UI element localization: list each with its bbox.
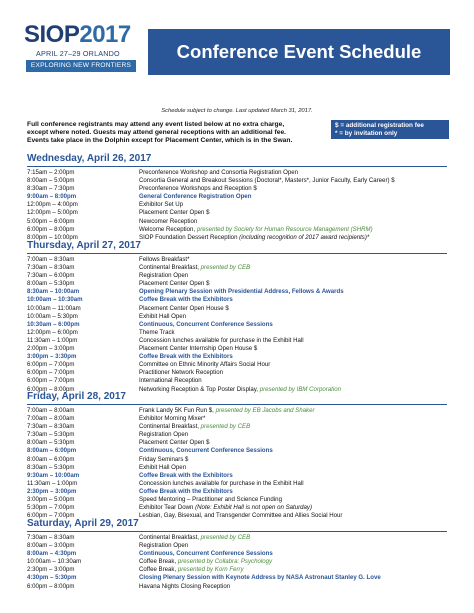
event-title: Placement Center Open $ (139, 209, 210, 217)
logo-wordmark: SIOP2017 (24, 21, 131, 48)
event-time: 8:00am – 5:30pm (27, 280, 75, 288)
event-sponsor: presented by CEB (200, 264, 251, 272)
event-row (27, 185, 447, 193)
event-row (27, 439, 447, 447)
event-title: Preconference Workshop and Consortia Registration Open (139, 169, 299, 176)
event-sponsor: presented by CEB (200, 423, 251, 431)
event-title: Exhibit Hall Open (139, 463, 187, 471)
event-time: 9:30am – 10:00am (27, 471, 80, 479)
event-title: Continental Breakfast, (139, 264, 199, 272)
event-row (27, 264, 447, 272)
event-row (27, 193, 447, 201)
event-description (139, 218, 197, 226)
event-description (139, 550, 273, 558)
event-description (139, 264, 250, 272)
event-title: Practitioner Network Reception (139, 369, 223, 377)
event-sponsor: presented by Korn Ferry (177, 566, 244, 574)
event-title: Concession lunches available for purchase in the Exhibit Hall (139, 336, 304, 344)
event-title: Exhibitor Morning Mixer* (139, 415, 206, 423)
day-divider (27, 253, 447, 254)
event-row (27, 583, 447, 591)
event-row (27, 313, 447, 321)
title-banner (148, 29, 450, 75)
event-row (27, 488, 447, 496)
event-description (139, 423, 250, 431)
event-description (139, 169, 298, 177)
event-description (139, 496, 282, 504)
event-row (27, 329, 447, 337)
event-description (139, 488, 233, 496)
event-title: Coffee Break with the Exhibitors (139, 296, 233, 304)
event-row (27, 321, 447, 329)
event-description (139, 439, 209, 447)
event-title: Exhibitor Tear Down (139, 504, 194, 512)
logo-tagline: EXPLORING NEW FRONTIERS (26, 60, 136, 72)
event-time: 6:00pm – 7:00pm (27, 512, 75, 520)
event-time: 8:00am – 4:30pm (27, 550, 77, 558)
event-description (139, 574, 381, 582)
event-title: Lesbian, Gay, Bisexual, and Transgender Committee and Allies Social Hour (139, 512, 343, 520)
event-time: 2:00pm – 3:00pm (27, 345, 75, 353)
event-description (139, 472, 233, 480)
page-header (24, 18, 450, 90)
event-description (139, 321, 273, 329)
event-row (27, 296, 447, 304)
event-time: 6:00pm – 8:00pm (27, 225, 75, 233)
event-title: Opening Plenary Session with Presidential Address, Fellows & Awards (139, 288, 344, 296)
event-time: 7:00am – 8:00am (27, 415, 75, 423)
event-time: 8:00am – 3:00pm (27, 542, 75, 550)
event-description (139, 361, 270, 369)
intro-text (27, 121, 329, 145)
event-time: 7:00am – 8:30am (27, 256, 75, 263)
event-row (27, 431, 447, 439)
event-time: 10:00am – 11:00am (27, 304, 81, 312)
event-title: Continuous, Concurrent Conference Sessions (139, 320, 273, 328)
event-row (27, 209, 447, 217)
logo-dates: APRIL 27–29 ORLANDO (36, 49, 120, 58)
event-title: International Reception (139, 377, 202, 385)
day-title: Saturday, April 29, 2017 (27, 518, 139, 529)
day-title: Friday, April 28, 2017 (27, 391, 126, 402)
event-time: 8:30am – 7:30pm (27, 185, 75, 193)
event-row (27, 423, 447, 431)
event-title: Welcome Reception, (139, 225, 196, 233)
event-note: (Note: Exhibit Hall is not open on Saturday) (195, 504, 312, 512)
event-description (139, 353, 233, 361)
intro-line: Events take place in the Dolphin except for Placement Center, which is in the Swan. (27, 137, 293, 144)
event-title: Coffee Break with the Exhibitors (139, 487, 233, 495)
event-description (139, 583, 230, 591)
event-title: Fellows Breakfast* (139, 256, 190, 263)
event-description (139, 464, 186, 472)
event-description (139, 369, 223, 377)
event-description (139, 280, 209, 288)
event-description (139, 558, 272, 566)
event-title: Continuous, Concurrent Conference Sessions (139, 550, 273, 558)
event-description (139, 377, 202, 385)
event-time: 12:00pm – 5:00pm (27, 209, 78, 217)
siop-logo (24, 18, 136, 90)
day-section (27, 153, 447, 242)
event-row (27, 464, 447, 472)
event-time: 11:30am – 1:00pm (27, 336, 78, 344)
event-row (27, 280, 447, 288)
event-row (27, 256, 447, 264)
event-time: 8:30am – 10:00am (27, 288, 80, 296)
event-description (139, 534, 250, 542)
event-title: Placement Center Internship Open House $ (139, 345, 258, 353)
event-row (27, 353, 447, 361)
event-description (139, 185, 257, 193)
event-row (27, 177, 447, 185)
event-sponsor: presented by EB Jacobs and Shaker (215, 407, 315, 414)
intro-line: except where noted. Guests may attend general receptions with an additional fee. (27, 129, 287, 136)
event-title: Consortia General and Breakout Sessions (Doctoral*, Masters*, Junior Faculty, Early Career) $ (139, 177, 395, 185)
event-sponsor: presented by IBM Corporation (259, 385, 341, 393)
event-row (27, 169, 447, 177)
event-title: Registration Open (139, 542, 189, 550)
intro-line: Full conference registrants may attend any event listed below at no extra charge, (27, 121, 285, 128)
event-description (139, 456, 188, 464)
day-section (27, 391, 447, 520)
event-title: Concession lunches available for purchase in the Exhibit Hall (139, 479, 304, 487)
event-description (139, 415, 205, 423)
event-time: 6:00pm – 7:00pm (27, 369, 75, 377)
event-time: 7:30am – 8:30am (27, 264, 75, 272)
update-note: Schedule subject to change. Last updated March 31, 2017. (161, 108, 313, 114)
event-time: 6:00pm – 7:00pm (27, 377, 75, 385)
event-time: 3:00pm – 3:30pm (27, 353, 77, 361)
day-divider (27, 531, 447, 532)
event-row (27, 456, 447, 464)
event-time: 8:00pm – 10:00pm (27, 233, 78, 241)
event-note: (including recognition of 2017 award recipients)* (239, 233, 370, 241)
event-title: Placement Center Open $ (139, 280, 210, 288)
event-time: 10:30am – 6:00pm (27, 320, 80, 328)
event-title: SIOP Foundation Dessert Reception (139, 233, 238, 241)
event-title: Coffee Break, (139, 566, 177, 574)
event-row (27, 226, 447, 234)
event-description (139, 305, 229, 313)
event-row (27, 496, 447, 504)
event-title: Registration Open (139, 272, 189, 280)
event-title: Placement Center Open House $ (139, 304, 229, 312)
event-time: 8:00am – 6:00pm (27, 455, 75, 463)
event-row (27, 550, 447, 558)
event-time: 8:00am – 5:00pm (27, 177, 75, 185)
event-title: Theme Track (139, 328, 175, 336)
event-time: 2:30pm – 3:00pm (27, 566, 75, 574)
event-row (27, 407, 447, 415)
event-time: 10:00am – 10:30am (27, 296, 83, 304)
event-title: Exhibitor Set Up (139, 201, 184, 209)
event-description (139, 337, 304, 345)
event-time: 10:00am – 5:30pm (27, 312, 78, 320)
event-title: Continuous, Concurrent Conference Sessions (139, 447, 273, 455)
event-row (27, 534, 447, 542)
event-description (139, 542, 188, 550)
event-title: General Conference Registration Open (139, 193, 252, 201)
event-time: 7:30am – 6:00pm (27, 272, 75, 280)
event-sponsor: presented by CEB (200, 534, 251, 541)
event-description (139, 329, 175, 337)
event-time: 3:00pm – 5:00pm (27, 496, 75, 504)
event-time: 8:00am – 6:00pm (27, 447, 77, 455)
event-time: 6:00pm – 8:00pm (27, 582, 75, 590)
event-title: Exhibit Hall Open (139, 312, 187, 320)
day-section (27, 518, 447, 591)
event-row (27, 361, 447, 369)
event-time: 6:00pm – 8:00pm (27, 385, 75, 393)
event-title: Coffee Break with the Exhibitors (139, 471, 233, 479)
event-row (27, 337, 447, 345)
event-time: 7:30am – 8:30am (27, 423, 75, 431)
event-time: 5:00pm – 6:00pm (27, 217, 75, 225)
event-description (139, 566, 244, 574)
event-description (139, 256, 189, 264)
day-title: Thursday, April 27, 2017 (27, 240, 141, 251)
event-row (27, 447, 447, 455)
event-description (139, 447, 273, 455)
legend-line-fee: $ = additional registration fee (335, 121, 424, 129)
event-description (139, 504, 312, 512)
event-title: Networking Reception & Top Poster Display, (139, 385, 258, 393)
event-description (139, 313, 186, 321)
event-row (27, 369, 447, 377)
event-description (139, 431, 188, 439)
event-title: Frank Landy 5K Fun Run $, (139, 407, 214, 414)
event-description (139, 296, 233, 304)
event-description (139, 226, 373, 234)
event-row (27, 272, 447, 280)
event-title: Continental Breakfast, (139, 423, 199, 431)
day-section (27, 240, 447, 394)
fee-legend (331, 120, 449, 139)
page-title: Conference Event Schedule (176, 41, 422, 62)
event-description (139, 480, 304, 488)
event-row (27, 558, 447, 566)
event-description (139, 272, 188, 280)
event-description (139, 345, 257, 353)
event-row (27, 345, 447, 353)
event-time: 12:00pm – 6:00pm (27, 328, 78, 336)
event-time: 7:00am – 8:00am (27, 407, 75, 414)
event-description (139, 209, 209, 217)
event-row (27, 288, 447, 296)
event-title: Closing Plenary Session with Keynote Address by NASA Astronaut Stanley G. Love (139, 574, 381, 582)
event-description (139, 288, 344, 296)
event-title: Registration Open (139, 431, 189, 439)
event-time: 9:00am – 8:00pm (27, 193, 77, 201)
event-row (27, 377, 447, 385)
event-row (27, 218, 447, 226)
event-row (27, 415, 447, 423)
day-divider (27, 404, 447, 405)
event-time: 8:30am – 5:30pm (27, 463, 75, 471)
event-sponsor: presented by Society for Human Resource Management (SHRM) (196, 225, 373, 233)
event-title: Coffee Break with the Exhibitors (139, 353, 233, 361)
event-title: Placement Center Open $ (139, 439, 210, 447)
event-time: 10:00am – 10:30am (27, 558, 82, 566)
event-time: 4:30pm – 5:30pm (27, 574, 77, 582)
event-time: 8:00am – 5:30pm (27, 439, 75, 447)
event-time: 11:30am – 1:00pm (27, 479, 78, 487)
event-title: Havana Nights Closing Reception (139, 582, 231, 590)
event-title: Friday Seminars $ (139, 455, 189, 463)
event-description (139, 407, 315, 415)
event-row (27, 542, 447, 550)
event-title: Continental Breakfast, (139, 534, 199, 541)
day-divider (27, 166, 447, 167)
event-description (139, 193, 251, 201)
event-row (27, 472, 447, 480)
event-title: Preconference Workshops and Reception $ (139, 185, 257, 193)
event-title: Committee on Ethnic Minority Affairs Social Hour (139, 361, 271, 369)
event-description (139, 201, 183, 209)
event-row (27, 504, 447, 512)
event-title: Coffee Break, (139, 558, 177, 566)
legend-line-invite: * = by invitation only (335, 129, 398, 137)
day-title: Wednesday, April 26, 2017 (27, 153, 152, 164)
event-time: 7:15am – 2:00pm (27, 169, 75, 176)
event-row (27, 480, 447, 488)
event-row (27, 574, 447, 582)
event-row (27, 305, 447, 313)
event-time: 2:30pm – 3:00pm (27, 487, 77, 495)
event-title: Speed Mentoring – Practitioner and Science Funding (139, 496, 282, 504)
event-time: 12:00pm – 4:00pm (27, 201, 78, 209)
event-time: 7:30am – 8:30am (27, 534, 75, 541)
event-sponsor: presented by Collabra: Psychology (177, 558, 273, 566)
event-time: 5:30pm – 7:00pm (27, 504, 75, 512)
event-title: Newcomer Reception (139, 217, 198, 225)
event-description (139, 177, 395, 185)
event-row (27, 201, 447, 209)
event-time: 7:30am – 5:30pm (27, 431, 75, 439)
event-row (27, 566, 447, 574)
event-time: 6:00pm – 7:00pm (27, 361, 75, 369)
